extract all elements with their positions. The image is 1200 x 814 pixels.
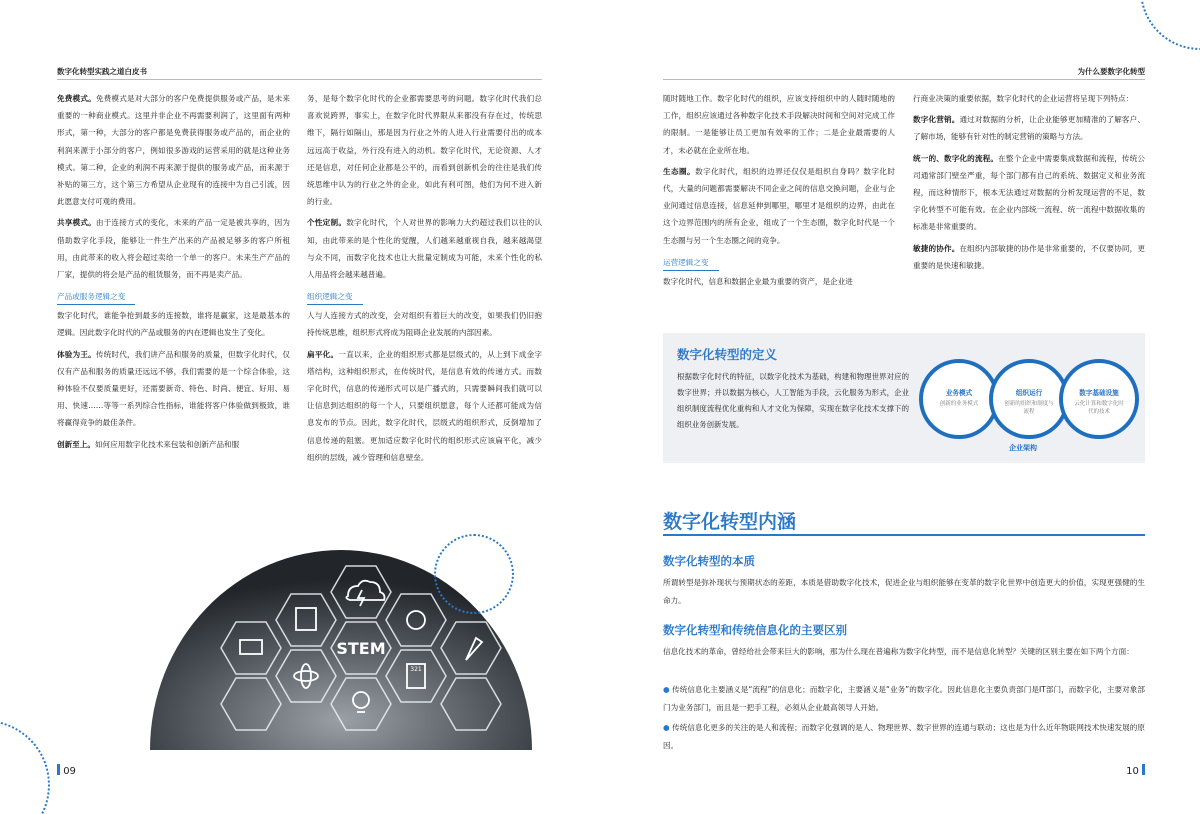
bottom-left-dotted-arc	[0, 720, 50, 814]
paragraph-flat: 扁平化。一直以来，企业的组织形式都是层级式的，从上到下成金字塔结构，这种组织形式，在传统时代，是信息有效的传递方式。而数字化时代，信息的传递形式可以是广播式的，只需要瞬间我们就可以让信息到达组织的每一个人，只要组织愿意，每个人还都可能成为信息发布的节点。因此，数字化时代，层级式的组织形式，反倒增加了信息传递的阻塞。更加适应数字化时代的组织形式应该扁平化，减少组织的层级，减少管理和信息壁垒。	[307, 349, 543, 462]
paragraph-product-logic: 数字化时代，谁能争抢到最多的连接数，谁将是赢家，这是最基本的逻辑。因此数字化时代的产品或服务的内在逻辑也发生了变化。	[57, 311, 290, 338]
subheading-org-logic: 组织逻辑之变	[307, 289, 363, 305]
paragraph-unified-process: 统一的、数字化的流程。在整个企业中需要集成数据和流程，传统公司通常部门壁垒严重，每个部门都有自己的系统、数据定义和业务流程，而这种情形下，根本无法通过对数据的分析发现运营的不足，数字化转型不可能有效。在企业内部统一流程、统一流程中数据收集的标准是非常重要的。	[913, 153, 1146, 232]
bullet-dot: ●	[663, 685, 673, 694]
page-number-bar	[57, 764, 60, 775]
circle-business-model: 业务模式 创新的业务模式	[919, 359, 999, 439]
left-column-1	[57, 90, 290, 457]
paragraph-innovation: 创新至上。如何应用数字化技术来包装和创新产品和服	[57, 439, 240, 449]
paragraph-experience: 体验为王。传统时代，我们讲产品和服务的质量，但数字化时代，仅仅有产品和服务的质量还远远不够，我们需要的是一个综合体验，这种体验不仅要质量更好，还需要新奇、特色、时尚、便宜、好用、易用、快速……等等一系列综合性指标，谁能将客户体验做到极致，谁将赢得竞争的最佳条件。	[57, 349, 291, 428]
paragraph-remote-work: 随时随地工作。数字化时代的组织，应该支持组织中的人随时随地的工作，组织应该通过各种数字化技术手段解决时间和空间对完成工作的限制。一是能够让员工更加有效率的工作；二是企业最需要的人才，未必就在企业所在地。	[663, 94, 895, 155]
enterprise-architecture-caption: 企业架构	[1009, 444, 1037, 452]
right-page-number: 10	[1110, 764, 1145, 777]
connotation-title: 数字化转型内涵	[663, 511, 797, 533]
left-page-header: 数字化转型实践之道白皮书	[57, 67, 147, 76]
left-page-number: 09	[57, 764, 76, 777]
essence-title: 数字化转型的本质	[663, 554, 755, 568]
paragraph-digital-marketing: 数字化营销。通过对数据的分析，让企业能够更加精准的了解客户、了解市场，能够有针对性的制定营销的策略与方法。	[913, 115, 1146, 142]
right-column-4	[913, 90, 1145, 278]
left-header-rule	[57, 79, 542, 80]
image-dotted-arc	[434, 534, 514, 614]
top-right-dotted-arc	[1140, 0, 1200, 50]
bullet-dot: ●	[663, 723, 673, 732]
paragraph-share-model: 共享模式。由于连接方式的变化，未来的产品一定是被共享的，因为借助数字化手段，能够让一件生产出来的产品被足够多的客户所租用，由此带来的收入将会超过卖给一个单一的客户。未来生产产品的厂家，提供的将会是产品的租赁服务，而不再是卖产品。	[57, 218, 291, 280]
definition-text: 根据数字化时代的特征，以数字化技术为基础，构建和物理世界对应的数字世界；并以数据为核心，人工智能为手段，云化服务为形式，企业组织制度流程优化重构和人才文化为保障，实现在数字化技术支撑下的组织业务创新发展。	[677, 372, 909, 429]
difference-bullet-1: ● 传统信息化主要涵义是“流程”的信息化；而数字化，主要涵义是“业务”的数字化。因此信息化主要负责部门是IT部门，而数字化，主要对象部门为业务部门，而且是一把手工程，必须从企业最高领导人开始。	[663, 685, 1146, 712]
page-number-bar	[1142, 764, 1145, 775]
stem-label: STEM	[336, 639, 386, 658]
right-column-3	[663, 90, 895, 294]
difference-bullet-2: ● 传统信息化更多的关注的是人和流程；而数字化强调的是人、物理世界、数字世界的连通与联动；这也是为什么近年物联网技术快速发展的原因。	[663, 723, 1145, 750]
paragraph-operation-features: 行商业决策的重要依据，数字化时代的企业运营将呈现下列特点：	[913, 94, 1134, 103]
calculator-display: 321	[410, 666, 422, 673]
connotation-title-rule	[663, 534, 1145, 536]
difference-title: 数字化转型和传统信息化的主要区别	[663, 623, 847, 637]
essence-text: 所谓转型是弥补现状与预期状态的差距，本质是借助数字化技术，促进企业与组织能够在变革的数字化世界中创造更大的价值，实现更强健的生命力。	[663, 578, 1145, 605]
paragraph-personalization: 个性定制。数字化时代，个人对世界的影响力大约超过我们以往的认知，由此带来的是个性化的觉醒，人们越来越重视自我，越来越渴望与众不同，而数字化技术也让大批量定制成为可能，未来个性化的私人用品将会越来越普遍。	[307, 218, 543, 280]
definition-title: 数字化转型的定义	[677, 347, 778, 362]
paragraph-free-model: 免费模式。免费模式是对大部分的客户免费提供服务或产品，是未来重要的一种商业模式。这里并非企业不再需要利润了，这里面有两种形式，第一种，大部分的客户都是免费获得服务或产品的，而企业的利润来源于小部分的客户，例如很多游戏的运营采用的就是这种业务模式。第二种，企业的利润不再来源于提供的服务或产品，而来源于补贴的第三方，这个第三方希望从企业现有的连接中为自己引流，因此愿意支付可观的费用。	[57, 94, 291, 207]
definition-box	[663, 333, 1145, 463]
circle-org-operation: 组织运行 创新的组织和制度与流程	[989, 359, 1069, 439]
paragraph-org-logic: 人与人连接方式的改变，会对组织有着巨大的改变，如果我们仍旧抱持传统思维，组织形式将成为阻碍企业发展的内部因素。	[307, 311, 542, 338]
paragraph-ecosystem: 生态圈。数字化时代，组织的边界还仅仅是组织自身吗？数字化时代，大量的问题都需要解决不同企业之间的信息交换问题，企业与企业间通过信息连接，信息延伸到哪里，哪里才是组织的边界，由此在这个边界范围内的所有企业，组成了一个生态圈，数字化时代是一个生态圈与另一个生态圈之间的竞争。	[663, 166, 896, 245]
paragraph-innovation-cont: 务，是每个数字化时代的企业都需要思考的问题。数字化时代我们总喜欢说跨界，事实上，在数字化时代界限从来都没有存在过，传统思维下，隔行如隔山，那是因为行业之外的人进入行业需要付出的成本远远高于收益，外行没有进入的动机。数字化时代，无论资源、人才还是信息，对任何企业都是公平的，而看到创新机会的往往是我们传统思维中认为的行业之外的企业，如此有利可图，他们为何不进入新的行业。	[307, 94, 542, 207]
circle-digital-infra: 数字基础设施 云化计算和数字化时代的技术	[1059, 359, 1139, 439]
right-page-header: 为什么要数字化转型	[1077, 67, 1145, 76]
left-column-2	[307, 90, 542, 470]
paragraph-agile-collab: 敏捷的协作。在组织内部敏捷的协作是非常重要的，不仅要协同，更重要的是快速和敏捷。	[913, 243, 1146, 270]
difference-intro: 信息化技术的革命，曾经给社会带来巨大的影响，那为什么现在普遍称为数字化转型，而不是信息化转型？关键的区别主要在如下两个方面：	[663, 647, 1134, 656]
right-header-rule	[663, 79, 1145, 80]
paragraph-operation-logic: 数字化时代，信息和数据企业最为重要的资产，是企业进	[663, 276, 853, 286]
subheading-product-logic: 产品或服务逻辑之变	[57, 289, 135, 305]
subheading-operation-logic: 运营逻辑之变	[663, 255, 719, 271]
